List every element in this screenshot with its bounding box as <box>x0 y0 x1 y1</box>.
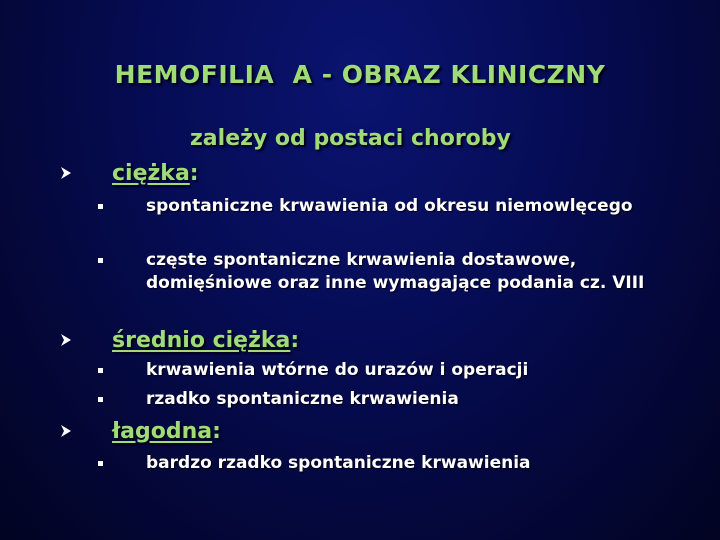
square-bullet-icon <box>98 258 103 263</box>
section-label: łagodna: <box>112 418 221 444</box>
list-item: bardzo rzadko spontaniczne krwawienia <box>98 452 666 475</box>
arrowhead-bullet-icon <box>60 424 112 438</box>
list-item: rzadko spontaniczne krwawienia <box>98 388 666 411</box>
square-bullet-icon <box>98 461 103 466</box>
section-label: średnio ciężka: <box>112 327 300 353</box>
square-bullet-icon <box>98 204 103 209</box>
arrowhead-bullet-icon <box>60 166 112 180</box>
slide-subtitle: zależy od postaci choroby <box>190 126 511 151</box>
square-bullet-icon <box>98 368 103 373</box>
arrowhead-bullet-icon <box>60 333 112 347</box>
section-heading-severe <box>60 158 199 188</box>
list-item: krwawienia wtórne do urazów i operacji <box>98 359 666 382</box>
list-item: spontaniczne krwawienia od okresu niemowlęcego <box>98 195 666 218</box>
section-heading-moderate <box>60 325 299 355</box>
section-heading-mild <box>60 416 221 446</box>
slide-title: HEMOFILIA A - OBRAZ KLINICZNY <box>114 60 606 89</box>
list-item: częste spontaniczne krwawienia dostawowe, domięśniowe oraz inne wymagające podania cz. VIII <box>98 249 666 295</box>
section-label: ciężka: <box>112 160 199 186</box>
square-bullet-icon <box>98 397 103 402</box>
